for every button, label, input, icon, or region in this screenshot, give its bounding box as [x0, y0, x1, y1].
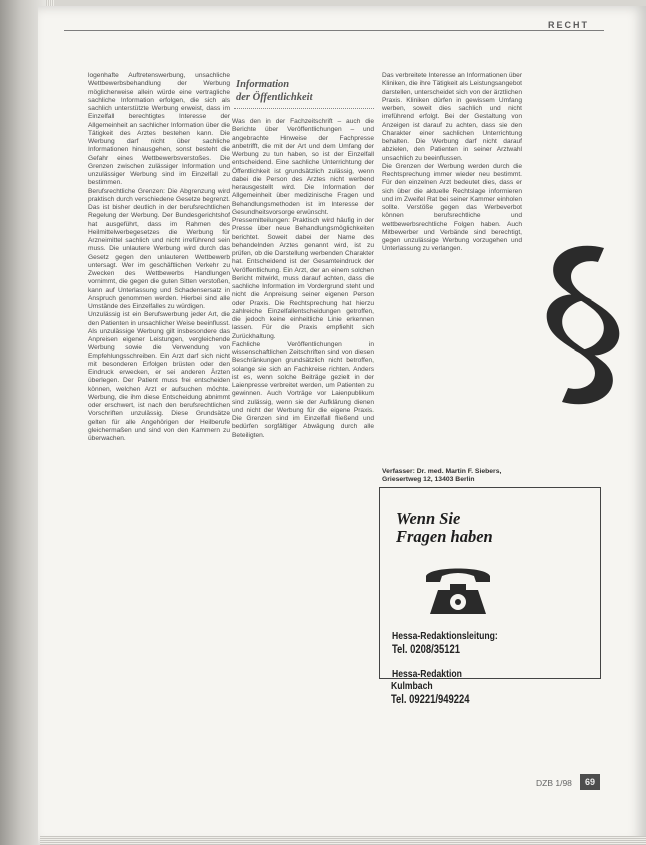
ad-title-line-1: Wenn Sie — [396, 509, 461, 528]
column-1-paragraph: logenhafte Auftretenswerbung, unsachliche Wettbewerbsbehandlung der Werbung möglicherweise allein würde eine vertragliche sachliche Information erfolgen, die sich als sachlich unterstützte Werbung erweist, dass im Einzelfall berechtigtes Interesse der Allgemeinheit an sachlicher Information über die Tätigkeit des Arztes bestehen kann. Die Werbung darf nicht über sachliche Informationen hinausgehen, sonst besteht die Gefahr eines Wettbewerbsverstoßes. Die Grenzen zwischen zulässiger Information und unzulässiger Werbung sind im Einzelfall zu bestimmen. — [88, 72, 230, 187]
header-rule — [64, 30, 604, 31]
section-label: RECHT — [548, 20, 589, 30]
column-3 — [382, 72, 522, 490]
column-2-paragraph: Fachliche Veröffentlichungen in wissenschaftlichen Zeitschriften sind von diesen Beschränkungen grundsätzlich nicht betroffen, solange sie sich an Fachkreise richten. Anders ist es, wenn solche Beiträge gezielt in der Laienpresse verbreitet werden, um Patienten zu gewinnen. Auch Vorträge vor Laienpublikum sind zulässig, wenn sie der Aufklärung dienen und nicht der Werbung für die eigene Praxis. Die Grenzen sind im Einzelfall fließend und bedürfen sorgfältiger Abwägung durch alle Beteiligten. — [232, 340, 374, 439]
editorial-label: Hessa-Redaktionsleitung: — [392, 630, 498, 642]
subheading-divider — [234, 108, 374, 110]
ad-title — [396, 510, 586, 546]
subheading-line-2: der Öffentlichkeit — [236, 92, 313, 103]
column-2-paragraph: Pressemitteilungen: Praktisch wird häufig in der Presse über neue Behandlungsmöglichkeiten berichtet. Soweit dabei der Name des behandelnden Arztes genannt wird, ist zu prüfen, ob die Darstellung werbenden Charakter hat. Entscheidend ist der Gesamteindruck der Veröffentlichung. Ein Arzt, der an einem solchen Bericht mitwirkt, muss darauf achten, dass die sachliche Information im Vordergrund steht und nicht die Anpreisung seiner eigenen Person oder Praxis. Die Rechtsprechung hat hierzu zahlreiche Einzelfallentscheidungen getroffen, die jedoch keine einheitliche Linie erkennen lassen. Für die Praxis empfiehlt sich Zurückhaltung. — [232, 217, 374, 340]
column-3-paragraph: Das verbreitete Interesse an Informationen über Kliniken, die ihre Tätigkeit als Leistungsangebot darstellen, unterscheidet sich von der ärztlichen Praxis. Kliniken dürfen in gewissem Umfang werben, soweit dies sachlich und nicht irreführend erfolgt. Bei der Gestaltung von Anzeigen ist darauf zu achten, dass sie den Charakter einer sachlichen Unterrichtung behalten. Die Werbung darf nicht darauf abzielen, den Patienten in seiner Arztwahl unsachlich zu beeinflussen. — [382, 72, 522, 162]
column-2 — [232, 118, 374, 828]
ad-title-line-2: Fragen haben — [396, 527, 493, 546]
kulmbach-city: Kulmbach — [391, 680, 433, 692]
paragraph-mark-icon — [534, 240, 630, 410]
contact-ad-box — [379, 487, 601, 679]
kulmbach-label: Hessa-Redaktion — [392, 668, 462, 680]
column-1 — [88, 72, 230, 732]
page-number: 69 — [580, 774, 600, 790]
editorial-phone: Tel. 0208/35121 — [392, 644, 460, 656]
issue-label: DZB 1/98 — [536, 778, 572, 788]
subheading-line-1: Information — [236, 79, 290, 90]
column-1-paragraph: Unzulässig ist ein Berufswerbung jeder Art, die den Patienten in unsachlicher Weise beeinflusst. Als unzulässige Werbung gilt insbesondere das Anpreisen eigener Leistungen, vergleichende Werbung sowie die Verwendung von Empfehlungsschreiben. Ein Arzt darf sich nicht mit besonderen Erfolgen brüsten oder den Eindruck erwecken, er sei anderen Ärzten überlegen. Der Patient muss frei entscheiden können, welchen Arzt er aufsuchen möchte. Werbung, die ihm diese Entscheidung abnimmt oder erschwert, ist nach den berufsrechtlichen Vorschriften unzulässig. Diese Grundsätze gelten für alle Angehörigen der Heilberufe gleichermaßen und sind von den Kammern zu überwachen. — [88, 311, 230, 442]
column-3-paragraph: Die Grenzen der Werbung werden durch die Rechtsprechung immer wieder neu bestimmt. Für den einzelnen Arzt bedeutet dies, dass er sich über die aktuelle Rechtslage informieren und im Zweifel Rat bei seiner Kammer einholen sollte. Verstöße gegen das Werbeverbot können berufsrechtliche und wettbewerbsrechtliche Folgen haben. Auch Mitbewerber und Verbände sind berechtigt, gegen unzulässige Werbung vorzugehen und Unterlassung zu verlangen. — [382, 162, 522, 253]
kulmbach-phone: Tel. 09221/949224 — [391, 694, 470, 706]
author-signature: Verfasser: Dr. med. Martin F. Siebers, Griesertweg 12, 13403 Berlin — [382, 468, 502, 484]
column-2-paragraph: Was den in der Fachzeitschrift – auch die Berichte über Veröffentlichungen – und angebrachte Hinweise der Fachpresse anbetrifft, die mit der Art und dem Umfang der Werbung zu tun haben, so ist der Einzelfall entscheidend. Eine sachliche Unterrichtung der Öffentlichkeit ist grundsätzlich zulässig, wenn dabei die Person des Arztes nicht werbend herausgestellt wird. Die Information der Allgemeinheit über medizinische Fragen und Behandlungsmethoden ist im Interesse der Gesundheitsvorsorge erwünscht. — [232, 118, 374, 216]
subheading-information — [236, 78, 372, 104]
page-bottom-edge — [40, 836, 646, 845]
column-1-paragraph: Berufsrechtliche Grenzen: Die Abgrenzung wird praktisch durch verschiedene Gesetze begrenzt. Das ist bisher deutlich in der berufsrechtlichen Regelung der Werbung. Der Bundesgerichtshof hat ausgeführt, dass im Rahmen des Heilmittelwerbegesetzes die Werbung für Arzneimittel sachlich und nicht irreführend sein muss. Die unlautere Werbung wird durch das Gesetz gegen den unlauteren Wettbewerb untersagt. Wer im geschäftlichen Verkehr zu Zwecken des Wettbewerbs Handlungen vornimmt, die gegen die guten Sitten verstoßen, kann auf Unterlassung und Schadensersatz in Anspruch genommen werden. Hierbei sind alle Umstände des Einzelfalles zu würdigen. — [88, 187, 230, 310]
telephone-icon — [420, 560, 496, 618]
